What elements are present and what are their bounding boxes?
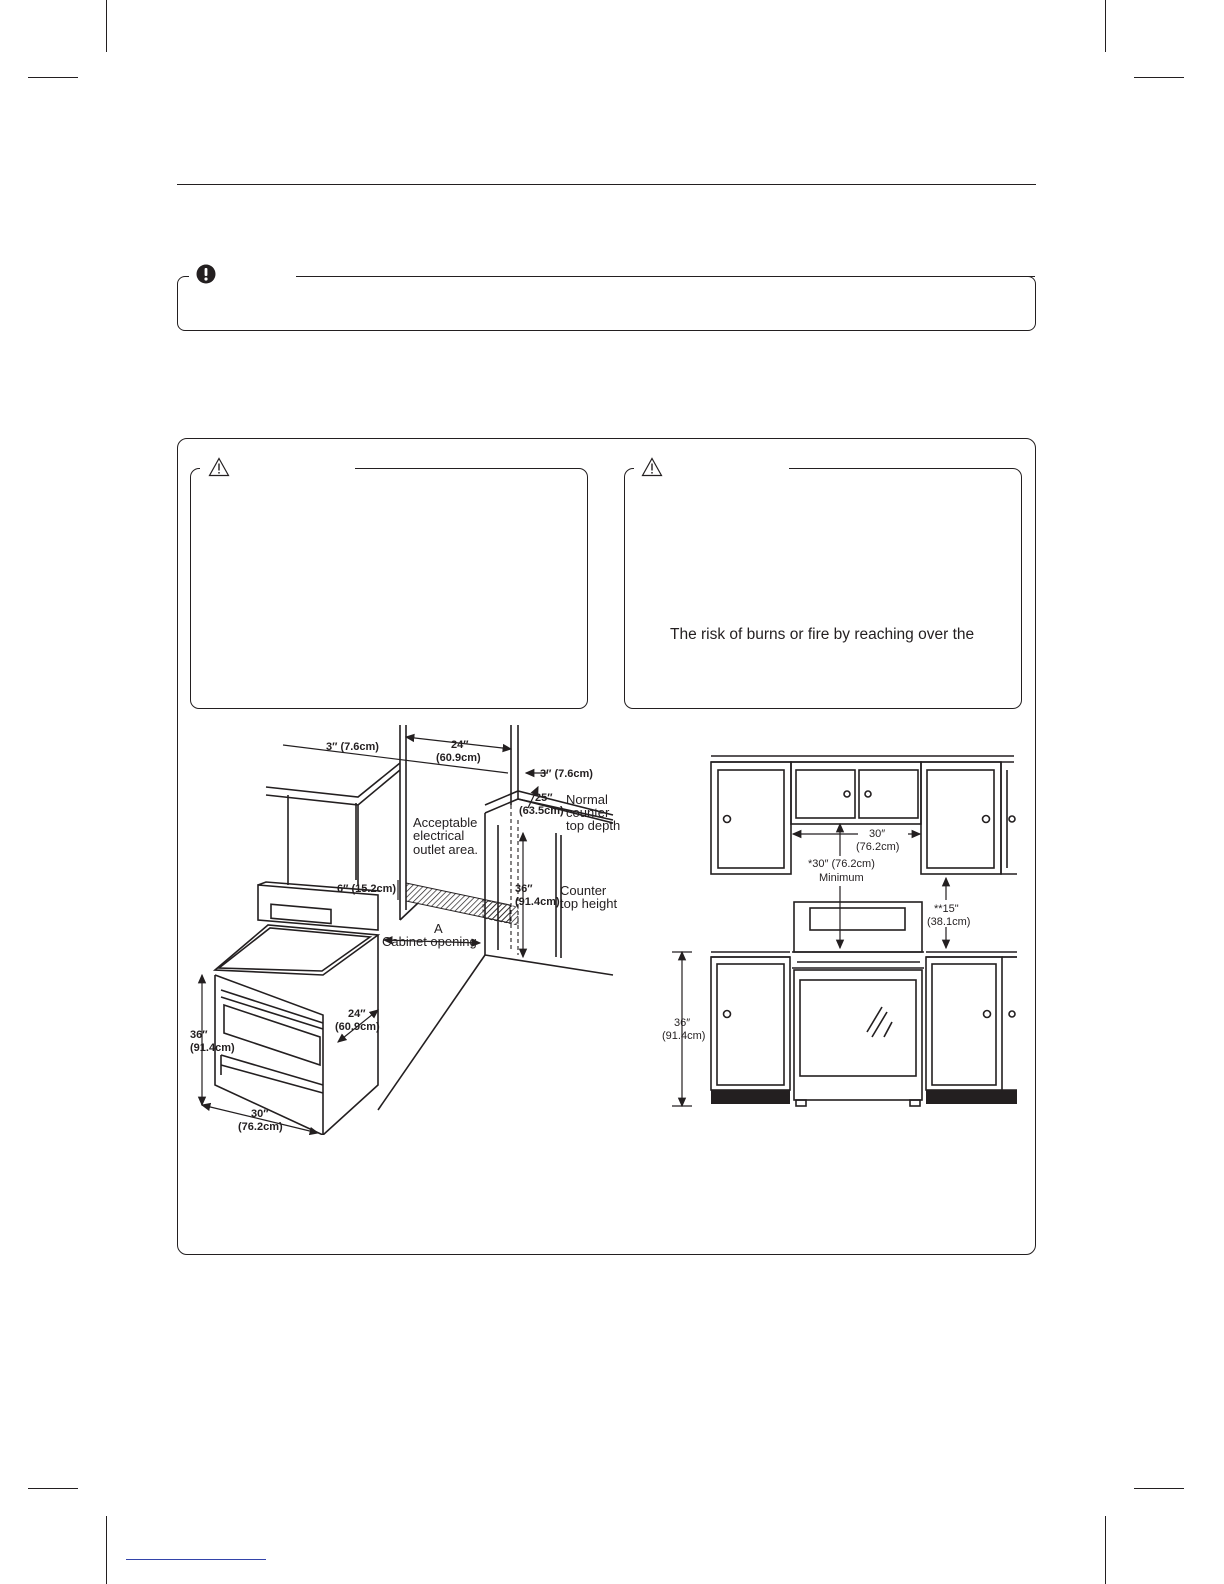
label-outlet-1: Acceptable bbox=[413, 815, 478, 830]
note-icon bbox=[196, 264, 216, 284]
label-height-metric: (91.4cm) bbox=[662, 1030, 706, 1042]
label-opening: Cabinet opening bbox=[382, 934, 477, 949]
note-box-header-line bbox=[296, 276, 1035, 277]
warning-triangle-icon bbox=[208, 457, 230, 477]
label-range-width: 30″ bbox=[251, 1108, 269, 1120]
crop-mark bbox=[1134, 77, 1184, 78]
label-range-width-metric: (76.2cm) bbox=[238, 1121, 283, 1133]
header-rule bbox=[177, 184, 1036, 185]
warning-triangle-icon bbox=[641, 457, 663, 477]
label-counter-top-2: top height bbox=[560, 896, 618, 911]
label-min-clearance: *30″ (76.2cm) bbox=[808, 858, 875, 870]
warning-box-right-header-line bbox=[789, 468, 1013, 469]
label-side-clearance-left: 3″ (7.6cm) bbox=[326, 741, 379, 753]
label-cabinet-depth-metric: (60.9cm) bbox=[436, 752, 481, 764]
crop-mark bbox=[106, 1516, 107, 1584]
label-opening-width: 30″ bbox=[869, 828, 886, 840]
label-range-depth-metric: (60.9cm) bbox=[335, 1021, 380, 1033]
warning-box-left-header-line bbox=[355, 468, 579, 469]
warning-text: The risk of burns or fire by reaching over the bbox=[670, 626, 975, 643]
label-cabinet-depth: 24″ bbox=[451, 739, 469, 751]
label-counter-top-1: Counter bbox=[560, 883, 607, 898]
range-installation-diagram bbox=[188, 725, 628, 1135]
crop-mark bbox=[1105, 1516, 1106, 1584]
label-normal-2: counter bbox=[566, 805, 610, 820]
label-opening-width-metric: (76.2cm) bbox=[856, 841, 900, 853]
label-counter-depth: 25″ bbox=[535, 792, 553, 804]
label-counter-height-metric: (91.4cm) bbox=[515, 896, 560, 908]
front-clearance-diagram bbox=[662, 752, 1027, 1110]
label-range-height: 36″ bbox=[190, 1029, 208, 1041]
label-minimum: Minimum bbox=[819, 872, 864, 884]
crop-mark bbox=[106, 0, 107, 52]
label-range-depth: 24″ bbox=[348, 1008, 366, 1020]
label-outlet-3: outlet area. bbox=[413, 842, 479, 857]
label-normal-1: Normal bbox=[566, 792, 608, 807]
crop-mark bbox=[1105, 0, 1106, 52]
label-opening-letter: A bbox=[434, 921, 443, 936]
label-side-clearance-right: 3″ (7.6cm) bbox=[540, 768, 593, 780]
label-range-height-metric: (91.4cm) bbox=[190, 1042, 235, 1054]
label-upper-clearance: **15" bbox=[934, 903, 959, 915]
crop-mark bbox=[28, 77, 78, 78]
crop-mark bbox=[1134, 1488, 1184, 1489]
warning-box-left bbox=[190, 468, 588, 709]
warning-box-right bbox=[624, 468, 1022, 709]
label-normal-3: top depth bbox=[566, 818, 621, 833]
note-box bbox=[177, 276, 1036, 331]
footer-link-underline bbox=[126, 1559, 266, 1560]
label-counter-depth-metric: (63.5cm) bbox=[519, 805, 564, 817]
label-upper-clearance-metric: (38.1cm) bbox=[927, 916, 971, 928]
label-counter-height: 36″ bbox=[515, 883, 533, 895]
label-outlet-2: electrical bbox=[413, 828, 465, 843]
label-outlet-height: 6″ (15.2cm) bbox=[337, 883, 397, 895]
label-height: 36″ bbox=[674, 1017, 691, 1029]
crop-mark bbox=[28, 1488, 78, 1489]
